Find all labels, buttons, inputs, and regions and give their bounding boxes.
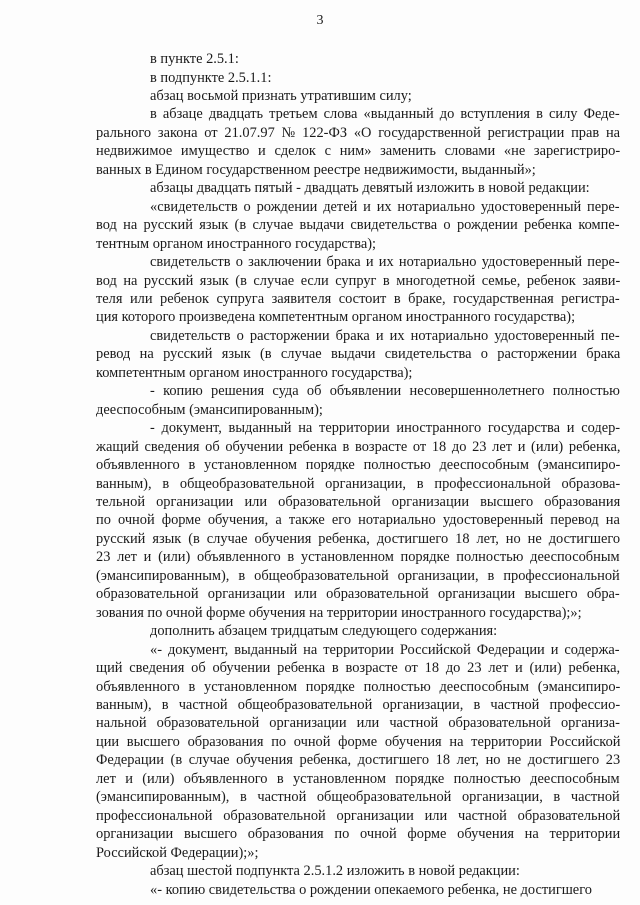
text-line: теля или ребенок супруга заявителя состоит в браке, государственная регистра- [96,290,620,307]
text-line: компетентным органом иностранного государства); [96,364,413,381]
text-line: организации высшего образования по очной форме обучения на территории [96,826,621,843]
text-line: русский язык (в случае обучения ребенка, достигшего 18 лет, но не достигшего [96,530,621,547]
text-line: нальной образовательной организации или частной образовательной организа- [96,715,620,732]
text-line: объявленного в установленном порядке полностью дееспособным (эмансипиро- [96,678,621,695]
text-line: в подпункте 2.5.1.1: [150,69,272,86]
text-line: жащий сведения об обучении ребенка в возрасте от 18 до 23 лет и (или) ребенка, [96,438,621,455]
text-line: ревод на русский язык (в случае выдачи свидетельства о расторжении брака [96,346,621,363]
text-line: абзацы двадцать пятый - двадцать девятый изложить в новой редакции: [150,180,590,197]
text-line: (эмансипированным), в общеобразовательной организации, в профессиональной [96,567,620,584]
text-line: в пункте 2.5.1: [150,51,239,67]
text-line: абзац восьмой признать утратившим силу; [150,87,412,104]
text-line: вод на русский язык (в случае выдачи свидетельства о рождении ребенка компе- [96,217,620,234]
text-line: профессиональной образовательной организации или частной образовательной [96,807,621,824]
text-line: дополнить абзацем тридцатым следующего содержания: [150,623,498,640]
text-line: ции высшего образования по очной форме обучения на территории Российской [96,733,621,750]
text-line: - документ, выданный на территории иностранного государства и содер- [150,420,621,437]
text-line: лет и (или) объявленного в установленном порядке полностью дееспособным [96,770,620,787]
text-line: объявленного в установленном порядке полностью дееспособным (эмансипиро- [96,457,621,473]
page-number: 3 [316,13,324,28]
text-line: дееспособным (эмансипированным); [96,401,323,418]
text-line: зования по очной форме обучения на территории иностранного государства);»; [96,604,582,621]
text-line: свидетельств о расторжении брака и их нотариально удостоверенный пе- [150,327,620,344]
text-line: - копию решения суда об объявлении несовершеннолетнего полностью [150,383,620,400]
text-line: щий сведения об обучении ребенка в возрасте от 18 до 23 лет и (или) ребенка, [96,660,621,677]
text-line: (эмансипированным), в частной общеобразовательной организации, в частной [96,789,620,806]
text-line: вод на русский язык (в случае если супруг в многодетной семье, ребенок заяви- [96,272,621,289]
text-line: тельной организации или образовательной организации высшего образования [96,494,621,510]
text-line: в абзаце двадцать третьем слова «выданный до вступления в силу Феде- [150,106,620,123]
text-line: ванным), в общеобразовательной организации, в профессиональной образова- [96,475,621,492]
text-line: «- копию свидетельства о рождении опекаемого ребенка, не достигшего [150,881,592,898]
text-line: тентным органом иностранного государства); [96,235,377,252]
text-line: образовательной организации или образовательной организации высшего обра- [96,586,620,603]
text-line: «- документ, выданный на территории Российской Федерации и содержа- [150,641,620,658]
text-line: Федерации (в случае обучения ребенка, достигшего 18 лет, но не достигшего 23 [96,752,621,769]
text-line: по очной форме обучения, а также его нотариально удостоверенный перевод на [96,512,620,529]
text-line: рального закона от 21.07.97 № 122-ФЗ «О государственной регистрации прав на [96,124,621,141]
text-line: ванных в Едином государственном реестре недвижимости, выданный»; [96,161,536,178]
text-line: «свидетельств о рождении детей и их нотариально удостоверенный пере- [150,198,620,215]
text-line: ванным), в частной общеобразовательной организации, в частной профессио- [96,697,621,713]
text-line: Российской Федерации);»; [96,844,259,861]
text-line: недвижимое имущество и сделок с ним» заменить словами «не зарегистриро- [96,143,621,160]
text-line: свидетельств о заключении брака и их нотариально удостоверенный пере- [150,254,620,270]
text-line: ция которого произведена компетентным органом иностранного государства); [96,309,576,326]
text-line: 23 лет и (или) объявленного в установленном порядке полностью дееспособным [96,549,620,566]
text-line: абзац шестой подпункта 2.5.1.2 изложить в новой редакции: [150,863,520,880]
